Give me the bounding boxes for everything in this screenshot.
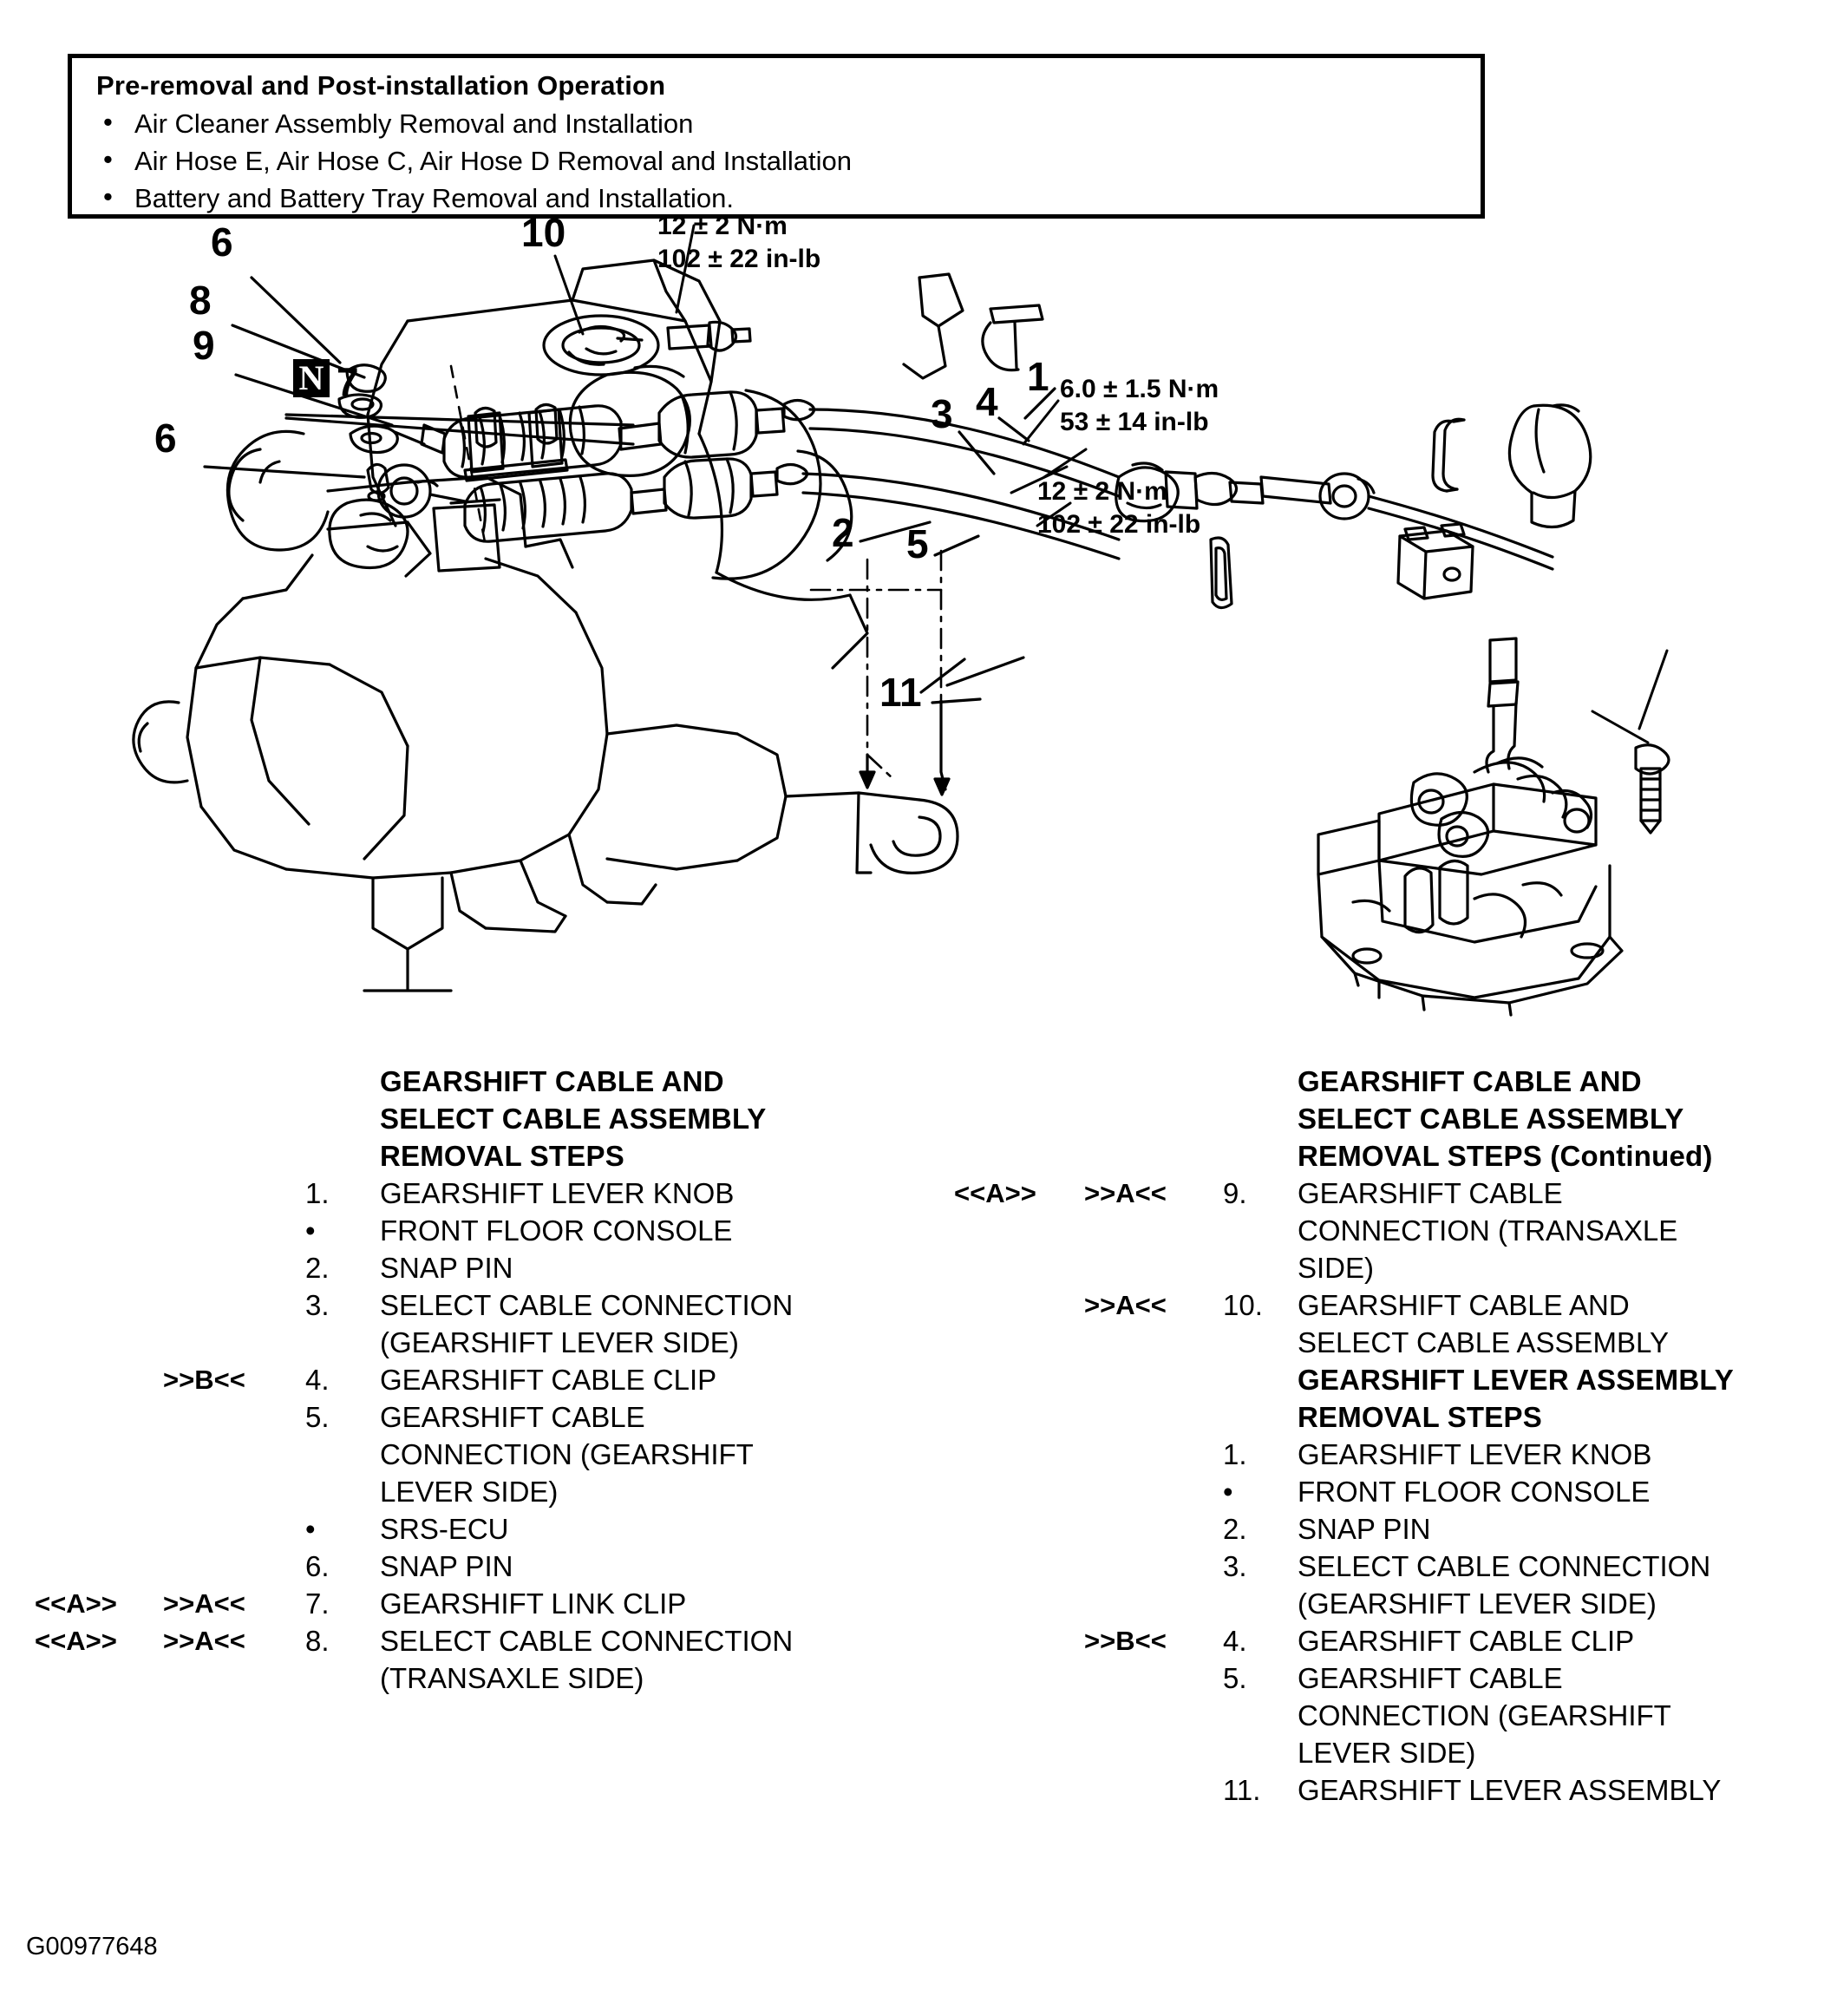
removal-steps-lists (0, 1063, 1837, 1930)
removal-step-row (885, 1286, 1830, 1361)
callout-2: 2 (832, 510, 854, 555)
step-label: GEARSHIFT CABLE CONNECTION (TRANSAXLE SIDE) (885, 1175, 1830, 1286)
torque-spec-grommet-bolt (657, 210, 820, 277)
bullet-icon: • (103, 181, 113, 212)
step-label: SNAP PIN (380, 1252, 513, 1284)
step-number: 11. (1223, 1774, 1261, 1806)
step-label-continuation: LEVER SIDE) (1298, 1737, 1476, 1769)
step-number: 4. (1223, 1625, 1247, 1657)
step-number: 2. (305, 1252, 330, 1284)
torque-spec-metric: 6.0 ± 1.5 N·m (1060, 375, 1219, 403)
step-marker-before: <<A>> (35, 1626, 117, 1656)
exploded-view-diagram (0, 210, 1837, 1041)
torque-spec-metric: 12 ± 2 N·m (657, 212, 788, 240)
removal-step-row (0, 1585, 902, 1622)
step-marker-after: >>A<< (1084, 1178, 1167, 1208)
left-list-rows (0, 1175, 902, 1697)
torque-spec-imperial: 102 ± 22 in-lb (657, 245, 821, 274)
torque-spec-metric: 12 ± 2 N·m (1037, 477, 1167, 506)
right-list-rows (885, 1175, 1830, 1361)
removal-step-row (0, 1398, 902, 1510)
removal-step-row (885, 1622, 1830, 1659)
torque-spec-imperial: 102 ± 22 in-lb (1037, 510, 1201, 540)
step-label: GEARSHIFT LINK CLIP (380, 1587, 687, 1620)
step-label: SNAP PIN (380, 1550, 513, 1582)
step-number: 1. (305, 1177, 330, 1209)
removal-step-row (885, 1548, 1830, 1622)
removal-step-row (0, 1212, 902, 1249)
bullet-icon: • (103, 107, 113, 137)
step-label: GEARSHIFT LEVER KNOB (380, 1177, 735, 1209)
step-marker-after: >>A<< (163, 1588, 245, 1619)
step-number: 7. (305, 1587, 330, 1620)
bullet-icon: • (305, 1513, 316, 1545)
torque-spec-imperial: 53 ± 14 in-lb (1060, 408, 1209, 437)
step-marker-after: >>A<< (163, 1626, 245, 1656)
step-label-continuation: LEVER SIDE) (380, 1476, 559, 1508)
callout-11: 11 (879, 670, 922, 715)
step-label-continuation: (GEARSHIFT LEVER SIDE) (1298, 1587, 1657, 1620)
left-list-heading-line: REMOVAL STEPS (380, 1140, 624, 1172)
step-label-continuation: CONNECTION (TRANSAXLE (1298, 1214, 1678, 1247)
pre-removal-note-item-label: Battery and Battery Tray Removal and Installation. (134, 183, 734, 213)
step-label: SRS-ECU (380, 1513, 509, 1545)
step-number: 5. (1223, 1662, 1247, 1694)
diagram-linework (0, 217, 1837, 1041)
step-marker-before: <<A>> (35, 1588, 117, 1619)
step-label: GEARSHIFT CABLE CLIP (380, 1364, 717, 1396)
step-number: 9. (1223, 1177, 1247, 1209)
bullet-icon: • (1223, 1476, 1233, 1508)
step-label: GEARSHIFT CABLE CONNECTION (GEARSHIFT LEVER SIDE) (0, 1398, 902, 1510)
callout-8: 8 (189, 278, 212, 323)
step-number: 3. (305, 1289, 330, 1321)
step-label: GEARSHIFT CABLE CONNECTION (GEARSHIFT LEVER SIDE) (885, 1659, 1830, 1771)
removal-steps-left-column (0, 1063, 902, 1697)
removal-step-row (885, 1510, 1830, 1548)
step-marker-after: >>B<< (163, 1365, 245, 1395)
removal-step-row (885, 1771, 1830, 1809)
right-list-heading-line: GEARSHIFT CABLE AND (1298, 1065, 1642, 1097)
left-list-heading (0, 1063, 902, 1175)
callout-6-lower: 6 (154, 416, 177, 461)
pre-removal-note-item-label: Air Hose E, Air Hose C, Air Hose D Removal and Installation (134, 146, 853, 176)
pre-removal-note-box (68, 54, 1485, 219)
step-label: SELECT CABLE CONNECTION (GEARSHIFT LEVER SIDE) (0, 1286, 902, 1361)
step-label: GEARSHIFT LEVER KNOB (1298, 1438, 1652, 1470)
removal-step-row (0, 1286, 902, 1361)
removal-step-row (0, 1510, 902, 1548)
removal-step-row (0, 1249, 902, 1286)
right-list-rows-second (885, 1436, 1830, 1809)
right-list-subheading-line: REMOVAL STEPS (1298, 1401, 1542, 1433)
removal-step-row (885, 1175, 1830, 1286)
removal-step-row (885, 1659, 1830, 1771)
pre-removal-note-item (103, 107, 694, 140)
step-label-continuation: CONNECTION (GEARSHIFT (1298, 1699, 1671, 1731)
right-list-heading-line: REMOVAL STEPS (Continued) (1298, 1140, 1713, 1172)
step-number: 1. (1223, 1438, 1247, 1470)
step-label: FRONT FLOOR CONSOLE (380, 1214, 733, 1247)
removal-step-row (0, 1175, 902, 1212)
left-list-heading-line: SELECT CABLE ASSEMBLY (380, 1103, 767, 1135)
step-label: SNAP PIN (1298, 1513, 1431, 1545)
figure-id-label: G00977648 (26, 1933, 158, 1960)
pre-removal-note-item (103, 144, 853, 177)
right-list-subheading (885, 1361, 1830, 1436)
pre-removal-note-title: Pre-removal and Post-installation Operation (96, 70, 666, 101)
step-marker-after: >>B<< (1084, 1626, 1167, 1656)
step-number: 5. (305, 1401, 330, 1433)
step-label: SELECT CABLE CONNECTION (GEARSHIFT LEVER SIDE) (885, 1548, 1830, 1622)
step-number: 6. (305, 1550, 330, 1582)
removal-step-row (0, 1622, 902, 1697)
step-number: 2. (1223, 1513, 1247, 1545)
removal-step-row (885, 1473, 1830, 1510)
bullet-icon: • (305, 1214, 316, 1247)
step-number: 4. (305, 1364, 330, 1396)
right-list-heading-line: SELECT CABLE ASSEMBLY (1298, 1103, 1684, 1135)
right-list-subheading-line: GEARSHIFT LEVER ASSEMBLY (1298, 1364, 1734, 1396)
removal-step-row (0, 1361, 902, 1398)
step-label: GEARSHIFT LEVER ASSEMBLY (1298, 1774, 1722, 1806)
torque-spec-knob (1060, 373, 1219, 440)
step-label-continuation: (GEARSHIFT LEVER SIDE) (380, 1326, 739, 1358)
callout-10: 10 (521, 210, 566, 255)
removal-step-row (0, 1548, 902, 1585)
step-label: FRONT FLOOR CONSOLE (1298, 1476, 1651, 1508)
step-label-continuation: (TRANSAXLE SIDE) (380, 1662, 644, 1694)
callout-6-upper: 6 (211, 219, 233, 265)
left-list-heading-line: GEARSHIFT CABLE AND (380, 1065, 724, 1097)
bullet-icon: • (103, 144, 113, 174)
torque-spec-lever-assembly-bolt (1037, 475, 1200, 542)
callout-5: 5 (906, 521, 929, 566)
step-marker-before: <<A>> (954, 1178, 1036, 1208)
removal-step-row (885, 1436, 1830, 1473)
callout-4: 4 (976, 379, 998, 424)
n-marker-badge: N (293, 359, 330, 397)
pre-removal-note-item-label: Air Cleaner Assembly Removal and Installation (134, 108, 694, 139)
step-label-continuation: CONNECTION (GEARSHIFT (380, 1438, 754, 1470)
step-number: 3. (1223, 1550, 1247, 1582)
step-marker-after: >>A<< (1084, 1290, 1167, 1320)
callout-9: 9 (193, 323, 215, 368)
step-number: 8. (305, 1625, 330, 1657)
callout-1: 1 (1027, 354, 1049, 399)
step-label: GEARSHIFT CABLE AND SELECT CABLE ASSEMBLY (885, 1286, 1830, 1361)
pre-removal-note-item (103, 181, 734, 214)
step-label: GEARSHIFT CABLE CLIP (1298, 1625, 1635, 1657)
step-number: 10. (1223, 1289, 1263, 1321)
callout-3: 3 (931, 391, 953, 436)
removal-steps-right-column (885, 1063, 1830, 1809)
right-list-heading (885, 1063, 1830, 1175)
step-label-continuation: SIDE) (1298, 1252, 1375, 1284)
callout-7: 7 (337, 359, 359, 404)
step-label-continuation: SELECT CABLE ASSEMBLY (1298, 1326, 1669, 1358)
step-label: SELECT CABLE CONNECTION (TRANSAXLE SIDE) (0, 1622, 902, 1697)
